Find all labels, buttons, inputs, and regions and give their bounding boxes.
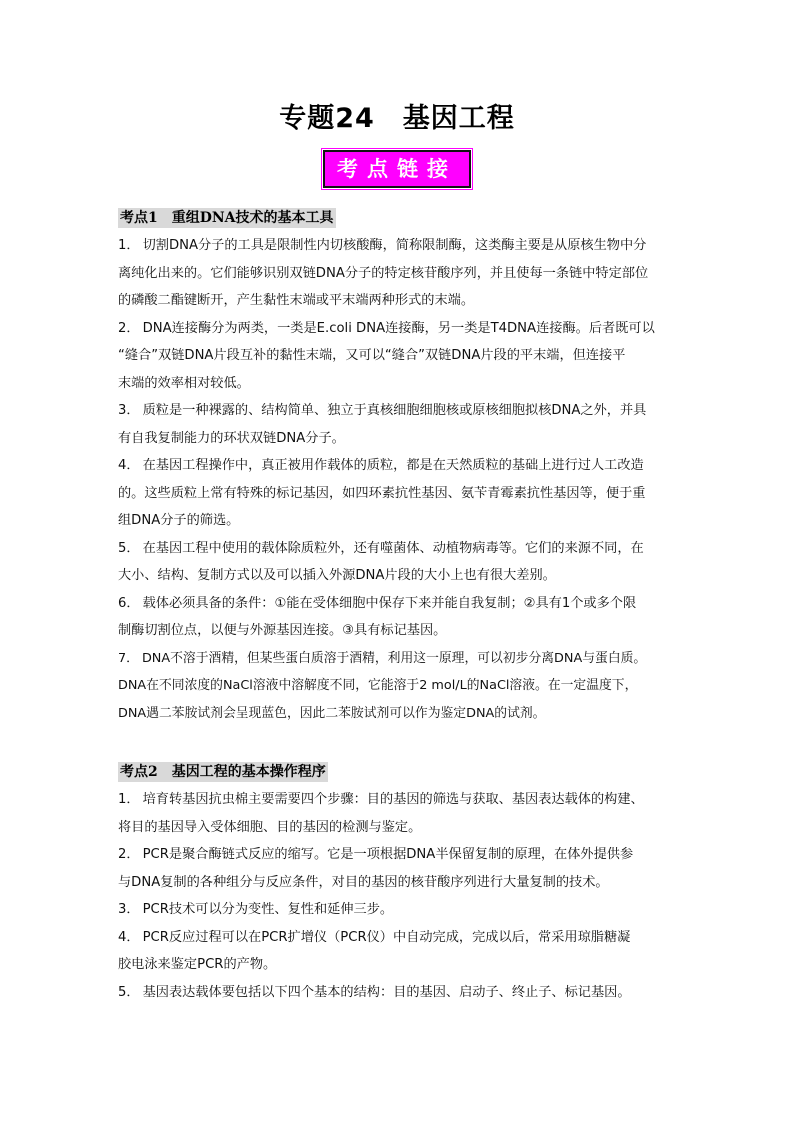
- section-2-item-2: [118, 841, 680, 896]
- item-number: 2．: [118, 847, 140, 862]
- item-number: 7．: [118, 650, 139, 666]
- item-number: 4．: [118, 458, 140, 473]
- item-line: DNA遇二苯胺试剂会呈现蓝色，因此二苯胺试剂可以作为鉴定DNA的试剂。: [118, 705, 546, 721]
- item-line: PCR是聚合酶链式反应的缩写。它是一项根据DNA半保留复制的原理，在体外提供参: [142, 847, 634, 862]
- item-line: 离纯化出来的。它们能够识别双链DNA分子的特定核苷酸序列，并且使每一条链中特定部位: [118, 265, 649, 281]
- item-line: 胶电泳来鉴定PCR的产物。: [118, 957, 277, 972]
- section-2-item-1: [118, 786, 680, 841]
- item-line: “缝合”双链DNA片段互补的黏性末端，又可以“缝合”双链DNA片段的平末端，但连接平: [118, 348, 626, 363]
- item-number: 2．: [118, 320, 140, 336]
- section-1-item-6: [118, 590, 680, 645]
- section-1-item-1: [118, 232, 680, 315]
- item-line: 载体必须具备的条件：①能在受体细胞中保存下来并能自我复制；②具有1个或多个限: [142, 595, 637, 611]
- item-number: 1．: [118, 792, 140, 807]
- section-1-item-3: [118, 397, 680, 452]
- section-1-title: 重组DNA技术的基本工具: [171, 210, 334, 226]
- item-line: DNA连接酶分为两类，一类是E.coli DNA连接酶，另一类是T4DNA连接酶。后者既可以: [142, 320, 655, 336]
- section-1-label: 考点1: [120, 210, 158, 226]
- item-number: 3．: [118, 902, 140, 917]
- item-line: PCR技术可以分为变性、复性和延伸三步。: [142, 902, 394, 917]
- item-number: 4．: [118, 929, 140, 945]
- section-1-item-2: [118, 315, 680, 398]
- item-number: 5．: [118, 540, 140, 556]
- item-line: 的磷酸二酯键断开，产生黏性末端或平末端两种形式的末端。: [118, 293, 475, 308]
- item-line: 在基因工程中使用的载体除质粒外，还有噬菌体、动植物病毒等。它们的来源不同，在: [142, 540, 644, 556]
- section-2-item-3: [118, 896, 680, 924]
- item-line: 在基因工程操作中，真正被用作载体的质粒，都是在天然质粒的基础上进行过人工改造: [142, 458, 644, 473]
- item-line: PCR反应过程可以在PCR扩增仪（PCR仪）中自动完成，完成以后，常采用琼脂糖凝: [142, 929, 631, 945]
- item-line: 培育转基因抗虫棉主要需要四个步骤：目的基因的筛选与获取、基因表达载体的构建、: [142, 792, 644, 807]
- section-2: [118, 761, 680, 1006]
- item-line: 与DNA复制的各种组分与反应条件，对目的基因的核苷酸序列进行大量复制的技术。: [118, 874, 609, 890]
- section-2-title: 基因工程的基本操作程序: [171, 764, 326, 780]
- item-line: DNA在不同浓度的NaCl溶液中溶解度不同，它能溶于2 mol/L的NaCl溶液。在一定温度下，: [118, 678, 638, 693]
- page-title: 专题24 基因工程: [279, 103, 515, 134]
- item-line: 大小、结构、复制方式以及可以插入外源DNA片段的大小上也有很大差别。: [118, 568, 556, 583]
- item-line: 切割DNA分子的工具是限制性内切核酸酶，简称限制酶，这类酶主要是从原核生物中分: [142, 238, 647, 253]
- section-1-heading: [118, 208, 336, 228]
- badge-container: [0, 150, 794, 188]
- section-1: [118, 207, 680, 727]
- item-line: 的。这些质粒上常有特殊的标记基因，如四环素抗性基因、氨苄青霉素抗性基因等，便于重: [118, 485, 646, 501]
- item-line: 将目的基因导入受体细胞、目的基因的检测与鉴定。: [118, 819, 422, 835]
- item-line: 基因表达载体要包括以下四个基本的结构：目的基因、启动子、终止子、标记基因。: [142, 984, 631, 1000]
- section-2-item-5: [118, 979, 680, 1007]
- section-1-item-4: [118, 452, 680, 535]
- section-1-item-7: [118, 645, 680, 728]
- item-line: 组DNA分子的筛选。: [118, 513, 240, 528]
- section-2-label: 考点2: [120, 764, 158, 780]
- section-1-item-5: [118, 535, 680, 590]
- item-number: 5．: [118, 984, 140, 1000]
- item-number: 3．: [118, 403, 140, 418]
- section-badge: 考点链接: [323, 150, 471, 188]
- item-line: 制酶切割位点，以便与外源基因连接。③具有标记基因。: [118, 623, 447, 638]
- item-line: 末端的效率相对较低。: [118, 375, 250, 391]
- item-line: 质粒是一种裸露的、结构简单、独立于真核细胞细胞核或原核细胞拟核DNA之外，并具: [142, 403, 647, 418]
- item-number: 6．: [118, 595, 140, 611]
- section-2-heading: [118, 762, 328, 782]
- item-line: 有自我复制能力的环状双链DNA分子。: [118, 430, 345, 446]
- section-2-item-4: [118, 924, 680, 979]
- item-number: 1．: [118, 238, 140, 253]
- item-line: DNA不溶于酒精，但某些蛋白质溶于酒精，利用这一原理，可以初步分离DNA与蛋白质。: [141, 650, 647, 666]
